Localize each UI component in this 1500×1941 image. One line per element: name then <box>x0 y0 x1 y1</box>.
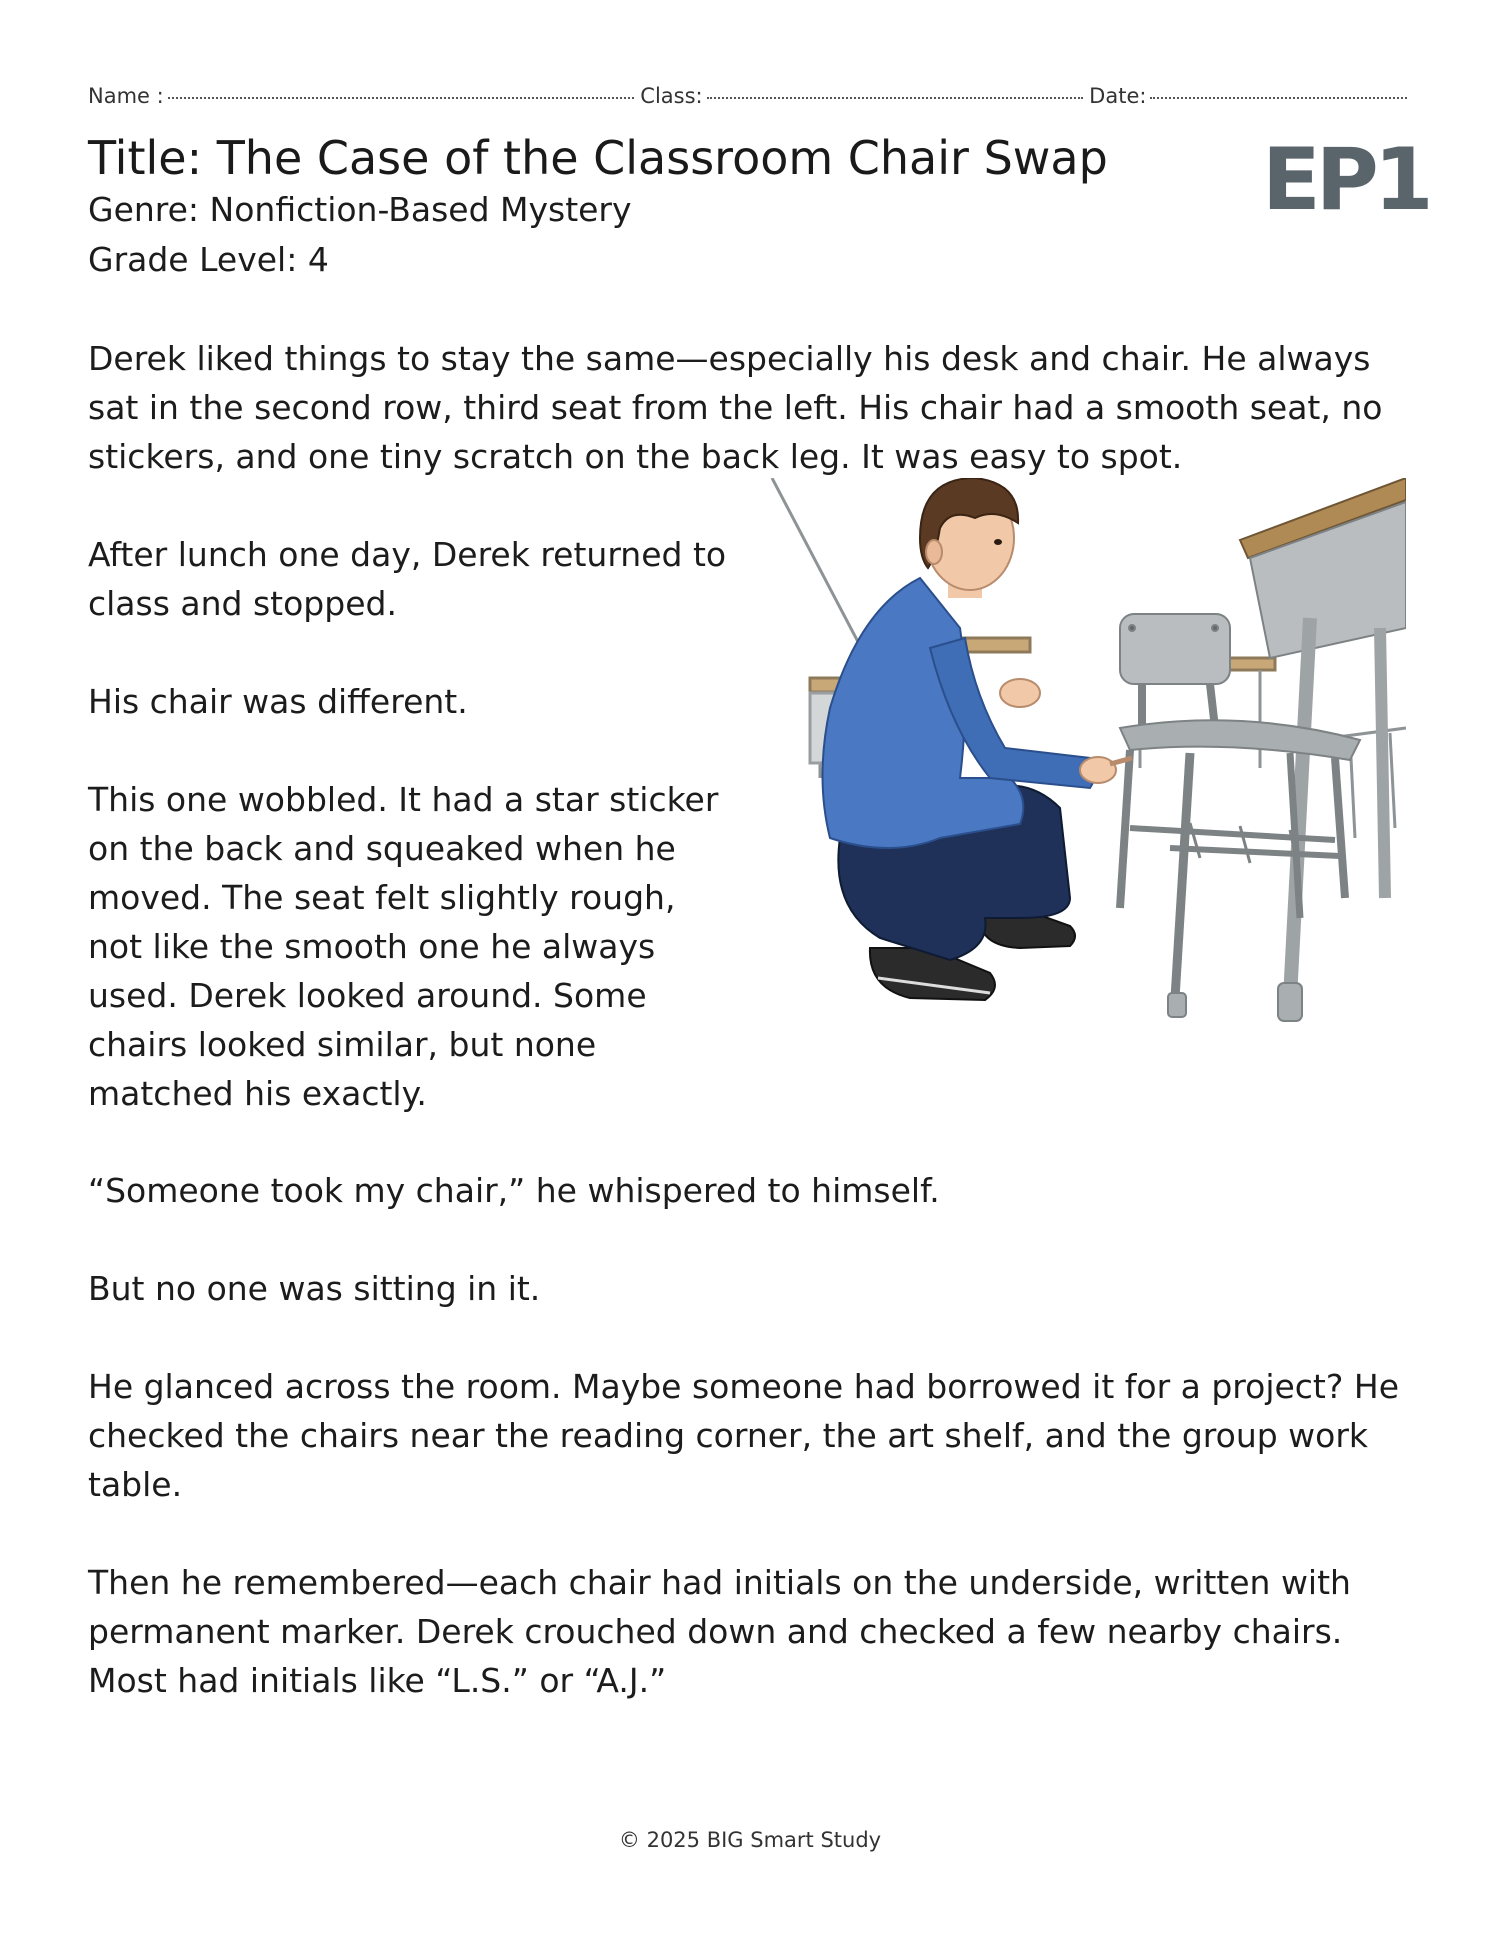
date-label: Date: <box>1089 84 1147 108</box>
class-blank[interactable] <box>707 97 1084 99</box>
paragraph-5: “Someone took my chair,” he whispered to himself. <box>88 1171 940 1210</box>
boy-checking-chair-illustration <box>770 478 1406 1104</box>
class-label: Class: <box>640 84 703 108</box>
boy <box>823 478 1133 1000</box>
paragraph-1: Derek liked things to stay the same—especially his desk and chair. He always sat in the second row, third seat from the left. His chair had a smooth seat, no stickers, and one tiny scratch on the back leg. It was easy to spot. <box>88 339 1383 476</box>
name-blank[interactable] <box>168 97 635 99</box>
paragraph-6: But no one was sitting in it. <box>88 1269 541 1308</box>
grade-level-line: Grade Level: 4 <box>88 240 329 279</box>
paragraph-2: After lunch one day, Derek returned to class and stopped. <box>88 535 727 623</box>
paragraph-3: His chair was different. <box>88 682 468 721</box>
episode-badge: EP1 <box>1262 130 1429 230</box>
paragraph-4: This one wobbled. It had a star sticker on the back and squeaked when he moved. The seat felt slightly rough, not like the smooth one he always used. Derek looked around. Some chairs looked similar, but none matched his exactly. <box>88 780 719 1113</box>
date-blank[interactable] <box>1150 97 1407 99</box>
genre-line: Genre: Nonfiction-Based Mystery <box>88 190 632 229</box>
chair <box>1120 614 1360 1017</box>
story-title: Title: The Case of the Classroom Chair Swap <box>88 131 1108 185</box>
copyright-footer: © 2025 BIG Smart Study <box>618 1828 882 1852</box>
name-label: Name : <box>88 84 164 108</box>
paragraph-8: Then he remembered—each chair had initials on the underside, written with permanent marker. Derek crouched down and checked a few nearby chairs. Most had initials like “L.S.” or “A.J.” <box>88 1563 1351 1700</box>
paragraph-7: He glanced across the room. Maybe someone had borrowed it for a project? He checked the chairs near the reading corner, the art shelf, and the group work table. <box>88 1367 1399 1504</box>
student-info-line <box>88 84 1413 108</box>
